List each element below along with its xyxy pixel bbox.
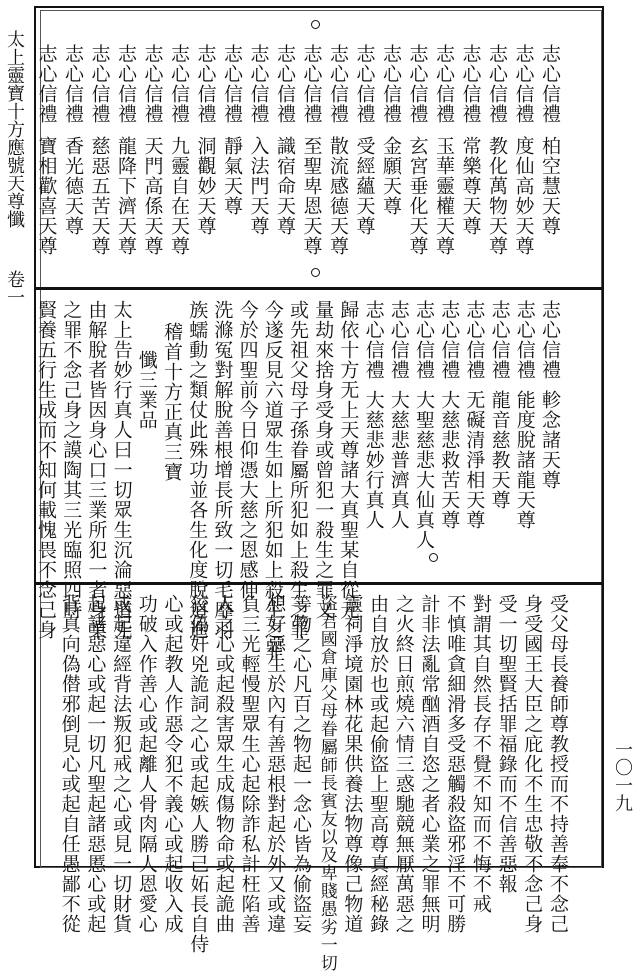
panel1-col-14-seg-0: 志心信禮 bbox=[168, 44, 190, 124]
book-title-margin: 太上靈寶十方應號天尊懺 bbox=[4, 30, 25, 228]
panel3-col-17: 或起違經背法叛犯戒之心或見一切財貨 bbox=[110, 594, 133, 934]
panel2-col-5-seg-1: 大聖慈悲大仙真人 bbox=[413, 390, 435, 550]
panel2-col-4-seg-0: 志心信禮 bbox=[438, 300, 461, 380]
panel2-col-1-seg-0: 志心信禮 bbox=[513, 300, 536, 380]
panel2-col-4-seg-1: 大慈悲救苦天尊 bbox=[438, 390, 461, 530]
panel2-col-16-seg-0: 懺三業品 bbox=[135, 350, 158, 430]
circle-mark-icon bbox=[311, 268, 320, 277]
panel1-col-6-seg-1: 金願天尊 bbox=[380, 136, 402, 216]
panel1-col-10-seg-1: 識宿命天尊 bbox=[274, 136, 296, 236]
panel1-col-11-seg-0: 志心信禮 bbox=[247, 44, 270, 124]
panel2-col-3-seg-0: 志心信禮 bbox=[463, 300, 486, 380]
panel2-col-8-seg-0: 歸依十方无上天尊諸大真聖某自從元 bbox=[337, 300, 360, 620]
panel2-col-6-seg-1: 大慈悲普濟真人 bbox=[387, 390, 410, 530]
volume-margin: 卷一 bbox=[4, 270, 25, 306]
panel1-col-0-seg-0: 志心信禮 bbox=[539, 44, 561, 124]
panel3-col-16: 功破入作善心或起離人骨肉隔人恩愛心 bbox=[135, 594, 158, 934]
panel1-col-4-seg-1: 玉華靈權天尊 bbox=[433, 136, 455, 256]
panel1-col-9-seg-1: 至聖卑恩天尊 bbox=[300, 136, 323, 256]
panel3-col-14: 狡偽奸兇詭詞之心或起嫉人勝己妬長自侍 bbox=[187, 594, 210, 954]
panel2-col-13-seg-0: 洗滌冤對解脫善根增長所致一切毛靡羽 bbox=[211, 300, 234, 640]
panel1-col-8-seg-0: 志心信禮 bbox=[327, 44, 349, 124]
panel3-col-3: 對謂其自然長存不覺不知而不悔不戒 bbox=[469, 594, 492, 914]
panel-divider-1 bbox=[34, 287, 604, 290]
panel3-col-4: 不慎唯貪細滑多受惡觸殺盜邪淫不可勝 bbox=[444, 594, 467, 934]
panel1-col-18-seg-1: 香光德天尊 bbox=[62, 136, 84, 236]
panel2-col-2-seg-1: 龍音慈教天尊 bbox=[488, 390, 511, 510]
panel2-col-10-seg-0: 或先祖父母子孫眷屬所犯如上殺生之罪 bbox=[287, 300, 309, 640]
panel1-col-9-seg-0: 志心信禮 bbox=[300, 44, 323, 124]
panel1-col-19-seg-0: 志心信禮 bbox=[35, 44, 58, 124]
panel2-col-3-seg-1: 无礙清淨相天尊 bbox=[463, 390, 486, 530]
circle-mark-icon bbox=[311, 20, 320, 29]
panel3-col-6: 之火終日煎燒六情三惑馳競無厭萬惡之 bbox=[392, 594, 415, 934]
panel2-col-20-seg-0: 賢養五行生成而不知何載愧畏不念己身 bbox=[35, 300, 57, 640]
panel1-col-2-seg-1: 教化萬物天尊 bbox=[486, 136, 508, 256]
panel1-col-15-seg-1: 天門高係天尊 bbox=[141, 136, 164, 256]
panel1-col-15-seg-0: 志心信禮 bbox=[141, 44, 164, 124]
panel1-col-10-seg-0: 志心信禮 bbox=[274, 44, 296, 124]
panel3-col-7: 由自放於也或起偷盜上聖高尊真經秘錄 bbox=[367, 594, 390, 934]
panel1-col-4-seg-0: 志心信禮 bbox=[433, 44, 455, 124]
panel2-col-7-seg-0: 志心信禮 bbox=[362, 300, 385, 380]
circle-mark-icon bbox=[429, 553, 438, 562]
panel1-col-8-seg-1: 散流感德天尊 bbox=[327, 136, 349, 256]
panel1-col-0-seg-1: 柏空慧天尊 bbox=[539, 136, 561, 236]
panel2-col-7-seg-1: 大慈悲妙行真人 bbox=[362, 390, 385, 530]
panel3-col-10: 等物之心凡百之物起一念心皆為偷盜妄 bbox=[290, 594, 312, 934]
panel2-col-15-seg-0: 稽首十方正真三寶 bbox=[161, 322, 183, 482]
panel2-col-2-seg-0: 志心信禮 bbox=[488, 300, 511, 380]
panel3-col-19: 背真向偽僣邪倒見心或起自任愚鄙不從 bbox=[58, 594, 81, 934]
panel1-col-19-seg-1: 寶相歡喜天尊 bbox=[35, 136, 58, 256]
panel2-col-1-seg-1: 能度脫諸龍天尊 bbox=[513, 390, 536, 530]
panel2-col-12-seg-0: 今於四聖前今日仰憑大慈之恩感伸 bbox=[236, 300, 259, 600]
panel2-col-5-seg-0: 志心信禮 bbox=[413, 300, 435, 380]
panel1-col-1-seg-0: 志心信禮 bbox=[512, 44, 535, 124]
panel1-col-16-seg-1: 龍降下濟天尊 bbox=[115, 136, 137, 256]
panel2-col-18-seg-0: 由解脫者皆因身心口三業所犯一者身業 bbox=[85, 300, 108, 640]
panel3-col-13: 人之心或起殺害眾生成傷物命或起詭曲 bbox=[212, 594, 235, 934]
panel1-col-18-seg-0: 志心信禮 bbox=[62, 44, 84, 124]
panel2-col-9-seg-0: 量劫來捨身受身或曾犯一殺生之罪又 bbox=[312, 300, 335, 620]
panel3-col-5: 計非法亂常酗酒自恣之者心業之罪無明 bbox=[418, 594, 441, 934]
panel3-col-0: 受父母長養師尊教授而不持善奉不念己 bbox=[547, 594, 569, 934]
panel1-col-3-seg-1: 常樂尊天尊 bbox=[459, 136, 482, 236]
panel3-col-15: 心或起教人作惡令犯不義心或起收入成 bbox=[161, 594, 184, 934]
panel1-col-7-seg-0: 志心信禮 bbox=[353, 44, 376, 124]
panel1-col-2-seg-0: 志心信禮 bbox=[486, 44, 508, 124]
panel1-col-6-seg-0: 志心信禮 bbox=[380, 44, 402, 124]
panel1-col-5-seg-0: 志心信禮 bbox=[406, 44, 429, 124]
panel3-col-2: 受一切聖賢括罪福錄而不信善惡報 bbox=[495, 594, 518, 894]
panel1-col-16-seg-0: 志心信禮 bbox=[115, 44, 137, 124]
panel1-col-17-seg-0: 志心信禮 bbox=[88, 44, 111, 124]
panel1-col-12-seg-1: 靜氣天尊 bbox=[221, 136, 243, 216]
panel2-col-11-seg-0: 今遂反見六道眾生如上所犯如上殺生之罪 bbox=[261, 300, 284, 660]
panel2-col-6-seg-0: 志心信禮 bbox=[387, 300, 410, 380]
panel1-col-17-seg-1: 慈惡五苦天尊 bbox=[88, 136, 111, 256]
panel2-col-17-seg-0: 太上告妙行真人曰一切眾生沉淪惡道无 bbox=[110, 300, 133, 640]
panel1-col-11-seg-1: 入法門天尊 bbox=[247, 136, 270, 236]
panel2-col-14-seg-0: 族蠕動之類仗此殊功並各生化度脫道進 bbox=[186, 300, 209, 640]
page-number: 一〇一九 bbox=[612, 740, 633, 812]
panel1-col-3-seg-0: 志心信禮 bbox=[459, 44, 482, 124]
panel3-col-18: 起諸惡心或起一切凡聖起諸惡慝心或起 bbox=[84, 594, 107, 934]
panel3-col-9: 盜君國倉庫父母眷屬師長賓友以及卑賤愚劣一切 bbox=[316, 594, 337, 972]
panel1-col-13-seg-0: 志心信禮 bbox=[194, 44, 217, 124]
panel2-col-0-seg-1: 軫念諸天尊 bbox=[539, 390, 561, 490]
panel3-col-1: 身受國王大臣之庇化不生忠敬不念己身 bbox=[521, 594, 544, 934]
panel3-col-8: 靈祠淨境園林花果供養法物尊像己物道 bbox=[341, 594, 364, 934]
panel1-col-1-seg-1: 度仙高妙天尊 bbox=[512, 136, 535, 256]
panel3-col-11: 想好惡生於內有善惡根對起於外又或違 bbox=[264, 594, 287, 934]
panel1-col-13-seg-1: 洞觀妙天尊 bbox=[194, 136, 217, 236]
panel2-col-0-seg-0: 志心信禮 bbox=[539, 300, 561, 380]
panel1-col-14-seg-1: 九靈自在天尊 bbox=[168, 136, 190, 256]
panel3-col-12: 負三光輕慢聖眾生心起除詐私計枉陷善 bbox=[238, 594, 261, 934]
panel2-col-19-seg-0: 之罪不念己身之謨陶其三光臨照四時 bbox=[60, 300, 83, 620]
panel1-col-12-seg-0: 志心信禮 bbox=[221, 44, 243, 124]
panel1-col-5-seg-1: 玄宮垂化天尊 bbox=[406, 136, 429, 256]
panel1-col-7-seg-1: 受經蘊天尊 bbox=[353, 136, 376, 236]
